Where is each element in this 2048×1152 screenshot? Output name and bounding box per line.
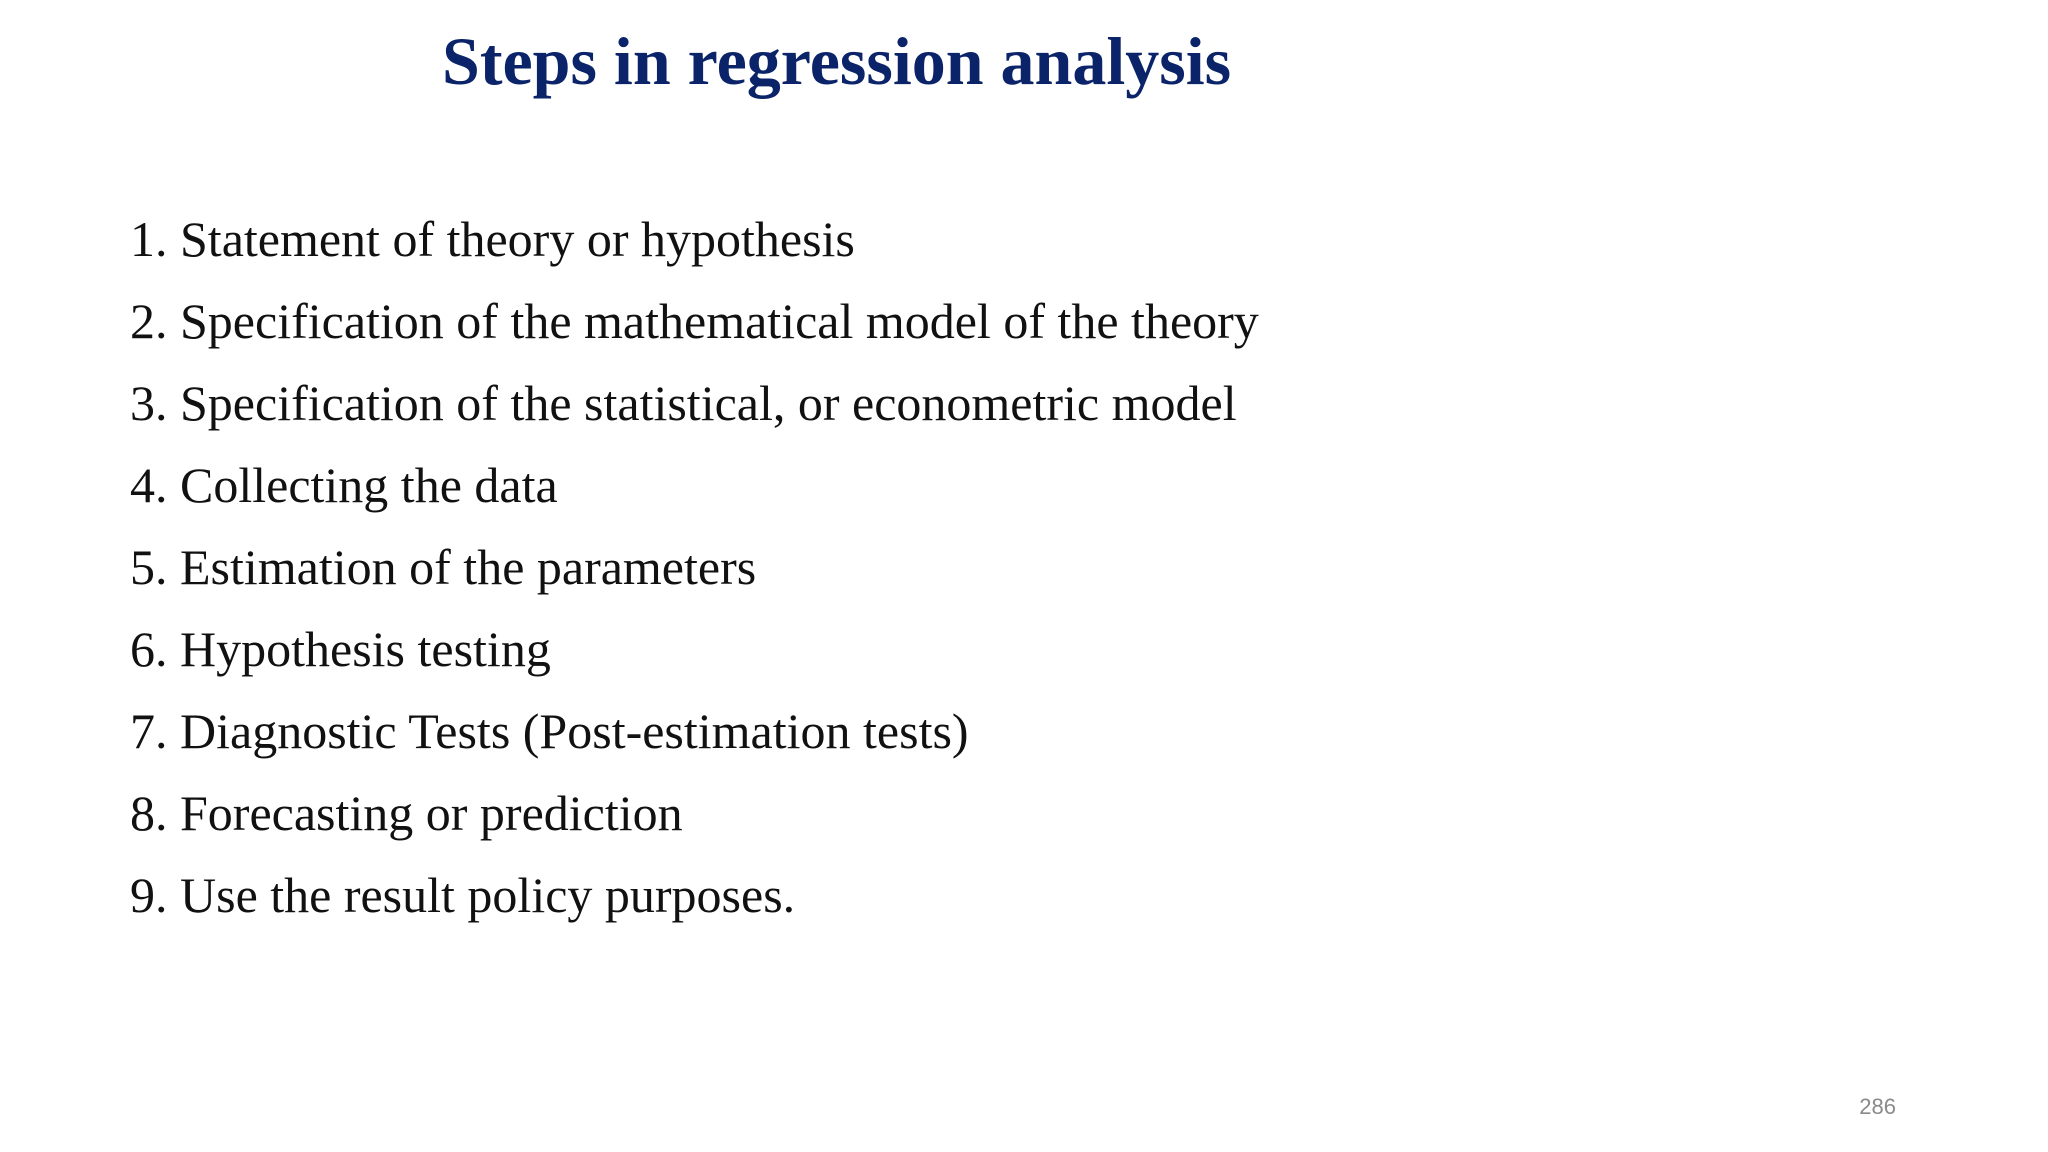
step-item: 9. Use the result policy purposes. [130,867,796,923]
step-item: 6. Hypothesis testing [130,621,551,677]
step-item: 7. Diagnostic Tests (Post-estimation tests) [130,703,969,759]
step-item: 2. Specification of the mathematical model of the theory [130,293,1259,349]
step-item: 4. Collecting the data [130,457,558,513]
steps-list [130,198,1259,936]
slide-title: Steps in regression analysis [442,23,1232,99]
step-item: 8. Forecasting or prediction [130,785,683,841]
step-item: 1. Statement of theory or hypothesis [130,211,855,267]
step-item: 3. Specification of the statistical, or econometric model [130,375,1237,431]
page-number: 286 [1859,1094,1896,1119]
step-item: 5. Estimation of the parameters [130,539,757,595]
